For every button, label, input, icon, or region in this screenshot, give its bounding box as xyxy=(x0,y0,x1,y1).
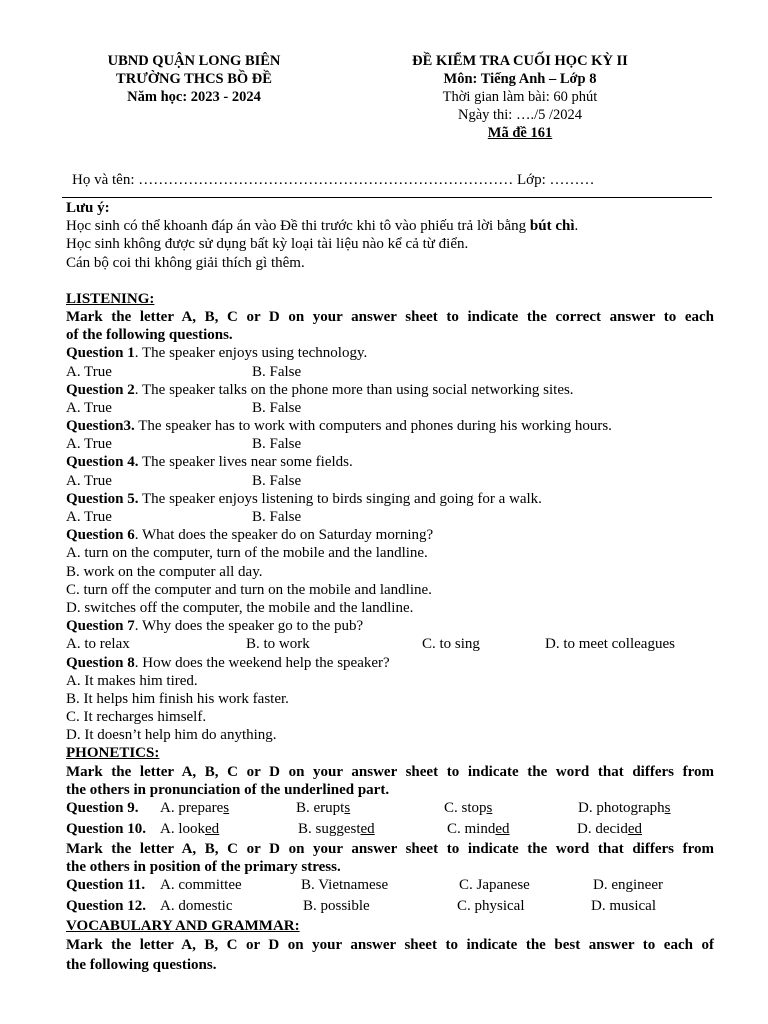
option-b: B. possible xyxy=(303,897,370,914)
option-d xyxy=(577,820,642,838)
underlined-part: s xyxy=(486,800,493,816)
exam-date: Ngày thi: …./5 /2024 xyxy=(457,107,583,123)
question-4 xyxy=(66,453,714,471)
header-divider xyxy=(62,197,712,198)
option-a: A. committee xyxy=(160,877,242,894)
phonetics-heading: PHONETICS: xyxy=(66,745,160,762)
question-11 xyxy=(66,876,714,897)
question-text: . What does the speaker do on Saturday morning? xyxy=(134,527,434,544)
question-label: Question 10. xyxy=(66,820,147,837)
question-6-option-c: C. turn off the computer and turn on the mobile and landline. xyxy=(66,581,432,598)
exam-title: ĐỀ KIỂM TRA CUỐI HỌC KỲ II xyxy=(412,53,628,69)
question-label: Question 5. xyxy=(66,490,139,507)
underlined-part: ed xyxy=(205,820,220,837)
question-label: Question 9. xyxy=(66,800,139,816)
option-text: B. erupt xyxy=(296,800,345,816)
question-4-options xyxy=(66,472,714,490)
option-a: A. to relax xyxy=(66,636,130,653)
question-label: Question 7 xyxy=(66,618,135,635)
question-9 xyxy=(66,799,714,820)
underlined-part: s xyxy=(664,800,671,816)
option-b: B. False xyxy=(252,363,302,380)
phonetics-instruction-1: Mark the letter A, B, C or D on your answer sheet to indicate the word that differs from xyxy=(66,763,714,780)
exam-duration: Thời gian làm bài: 60 phút xyxy=(442,89,598,105)
underlined-part: s xyxy=(344,800,351,816)
note-3: Cán bộ coi thi không giải thích gì thêm. xyxy=(66,254,305,271)
underlined-part: ed xyxy=(360,820,375,837)
question-text: . The speaker talks on the phone more than using social networking sites. xyxy=(134,381,574,398)
question-12 xyxy=(66,897,714,918)
option-a: A. True xyxy=(66,399,112,416)
vocabulary-instruction-1: Mark the letter A, B, C or D on your answer sheet to indicate the best answer to each of xyxy=(66,936,714,953)
exam-subject: Môn: Tiếng Anh – Lớp 8 xyxy=(443,71,597,87)
note-1-text: Học sinh có thể khoanh đáp án vào Đề thi trước khi tô vào phiếu trả lời bằng xyxy=(66,218,530,235)
question-label: Question 11. xyxy=(66,877,146,894)
option-c: C. to sing xyxy=(422,636,480,653)
option-b xyxy=(298,820,447,838)
question-label: Question 1 xyxy=(66,345,135,362)
note-1-end: . xyxy=(574,218,579,235)
question-8-option-b: B. It helps him finish his work faster. xyxy=(66,690,289,707)
question-text: The speaker enjoys listening to birds singing and going for a walk. xyxy=(138,490,542,507)
question-text: . How does the weekend help the speaker? xyxy=(134,654,390,671)
option-c: C. Japanese xyxy=(459,877,530,894)
option-c xyxy=(447,820,577,838)
question-10 xyxy=(66,820,714,841)
phonetics-instruction-2: the others in pronunciation of the underlined part. xyxy=(66,781,390,798)
option-b: B. Vietnamese xyxy=(301,877,389,894)
option-text: D. decid xyxy=(577,820,628,837)
option-d: D. musical xyxy=(591,897,656,914)
question-label: Question 6 xyxy=(66,527,135,544)
option-a xyxy=(160,799,296,817)
vocabulary-instruction-2: the following questions. xyxy=(66,957,217,974)
question-8-option-c: C. It recharges himself. xyxy=(66,709,207,726)
note-2: Học sinh không được sử dụng bất kỳ loại tài liệu nào kể cả từ điển. xyxy=(66,236,469,253)
option-a: A. True xyxy=(66,436,112,453)
school-name: TRƯỜNG THCS BỒ ĐỀ xyxy=(116,71,272,87)
option-b: B. False xyxy=(252,509,302,525)
option-a: A. True xyxy=(66,363,112,380)
question-label: Question 8 xyxy=(66,654,135,671)
exam-code: Mã đề 161 xyxy=(487,125,553,141)
note-1-bold: bút chì xyxy=(529,218,575,235)
question-8-option-a: A. It makes him tired. xyxy=(66,672,198,689)
exam-header xyxy=(380,52,660,142)
listening-instruction-1: Mark the letter A, B, C or D on your answer sheet to indicate the correct answer to each xyxy=(66,308,714,325)
district-name: UBND QUẬN LONG BIÊN xyxy=(107,53,281,69)
question-7 xyxy=(66,617,714,635)
stress-instruction-1: Mark the letter A, B, C or D on your answer sheet to indicate the word that differs from xyxy=(66,841,714,857)
question-text: The speaker lives near some fields. xyxy=(138,454,353,471)
question-label: Question 12. xyxy=(66,897,147,914)
question-6-option-a: A. turn on the computer, turn of the mobile and the landline. xyxy=(66,545,428,562)
option-d xyxy=(578,799,671,817)
note-1 xyxy=(66,217,714,235)
question-2-options xyxy=(66,399,714,417)
question-1 xyxy=(66,344,714,362)
question-text: . Why does the speaker go to the pub? xyxy=(134,618,364,635)
option-d: D. engineer xyxy=(593,877,663,894)
option-a xyxy=(160,820,298,838)
option-text: D. photograph xyxy=(578,800,665,816)
question-8-option-d: D. It doesn’t help him do anything. xyxy=(66,727,277,744)
question-6-option-b: B. work on the computer all day. xyxy=(66,563,263,580)
option-b: B. False xyxy=(252,436,302,453)
listening-heading: LISTENING: xyxy=(66,290,155,307)
option-text: A. prepare xyxy=(160,800,224,816)
question-6 xyxy=(66,526,714,544)
question-5-options xyxy=(66,508,714,526)
stress-instruction-2: the others in position of the primary stress. xyxy=(66,859,341,876)
listening-instruction-2: of the following questions. xyxy=(66,327,233,344)
question-3-options xyxy=(66,435,714,453)
question-5 xyxy=(66,490,714,508)
underlined-part: ed xyxy=(495,820,510,837)
option-d: D. to meet colleagues xyxy=(545,636,675,653)
option-b: B. False xyxy=(252,399,302,416)
option-b xyxy=(296,799,444,817)
student-name-line: Họ và tên: ………………………………………………………………… Lớp: ……… xyxy=(72,172,595,188)
option-text: C. stop xyxy=(444,800,487,816)
question-6-option-d: D. switches off the computer, the mobile and the landline. xyxy=(66,599,414,616)
question-8 xyxy=(66,654,714,672)
option-c: C. physical xyxy=(457,897,525,914)
underlined-part: s xyxy=(223,800,230,816)
question-label: Question3. xyxy=(66,418,135,435)
question-7-options xyxy=(66,635,714,653)
question-label: Question 2 xyxy=(66,381,135,398)
option-a: A. True xyxy=(66,509,112,525)
option-b: B. False xyxy=(252,472,302,489)
option-b: B. to work xyxy=(246,636,310,653)
option-a: A. domestic xyxy=(160,897,233,914)
question-2 xyxy=(66,381,714,399)
option-text: C. mind xyxy=(447,820,496,837)
option-text: A. look xyxy=(160,820,205,837)
option-a: A. True xyxy=(66,472,112,489)
question-1-options xyxy=(66,363,714,381)
question-text: . The speaker enjoys using technology. xyxy=(134,345,368,362)
question-3 xyxy=(66,417,714,435)
option-c xyxy=(444,799,578,817)
vocabulary-heading: VOCABULARY AND GRAMMAR: xyxy=(66,918,300,935)
school-header xyxy=(64,52,324,106)
exam-body xyxy=(66,199,714,977)
school-year: Năm học: 2023 - 2024 xyxy=(127,89,261,105)
question-label: Question 4. xyxy=(66,454,139,471)
option-text: B. suggest xyxy=(298,820,361,837)
question-text: The speaker has to work with computers and phones during his working hours. xyxy=(134,418,612,435)
notes-heading: Lưu ý: xyxy=(66,200,110,216)
underlined-part: ed xyxy=(627,820,642,837)
